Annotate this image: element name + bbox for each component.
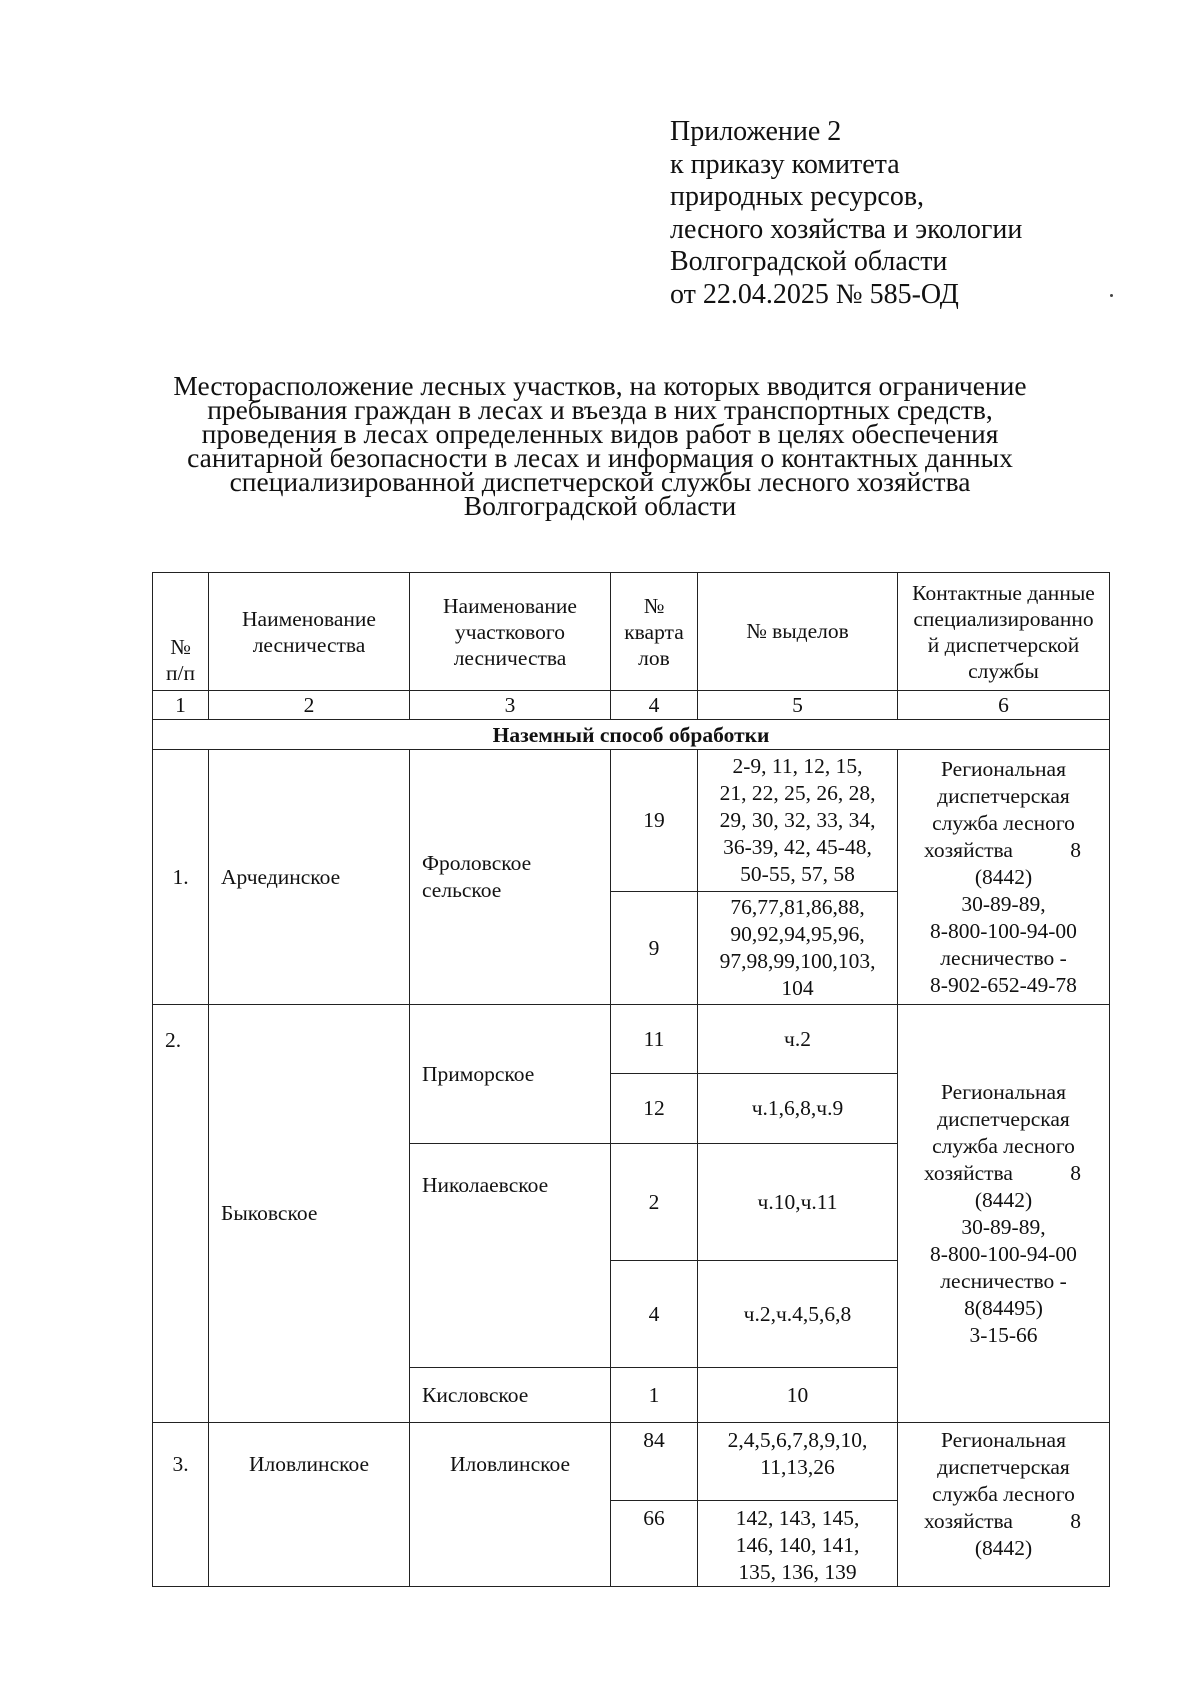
appendix-block bbox=[670, 116, 1022, 311]
forest-plots-table bbox=[152, 572, 1110, 1587]
row-number: 2. bbox=[153, 1005, 209, 1423]
header-allotments: № выделов bbox=[698, 573, 898, 691]
title-line: Волгоградской области bbox=[463, 490, 737, 521]
header-forestry: Наименование лесничества bbox=[209, 573, 410, 691]
header-district-forestry: Наименование участкового лесничества bbox=[410, 573, 611, 691]
document-title bbox=[120, 370, 1080, 521]
column-number: 3 bbox=[410, 691, 611, 720]
district-name: Приморское bbox=[410, 1005, 611, 1144]
quarter-number: 12 bbox=[611, 1074, 698, 1144]
column-number: 1 bbox=[153, 691, 209, 720]
title-line: санитарной безопасности в лесах и информация о контактных данных bbox=[187, 442, 1013, 473]
quarter-number: 11 bbox=[611, 1005, 698, 1074]
allotments: 142, 143, 145, 146, 140, 141, 135, 136, 139 bbox=[698, 1501, 898, 1587]
district-name: Иловлинское bbox=[410, 1423, 611, 1587]
section-title: Наземный способ обработки bbox=[153, 720, 1110, 750]
quarter-number: 1 bbox=[611, 1368, 698, 1423]
phone-number: 3-15-66 bbox=[969, 1322, 1038, 1347]
contact-info: Региональная диспетчерская служба лесного хозяйства 8 (8442) 30-89-89, 8-800-100-94-00 лесничество - 8(84495) 3-15-66 bbox=[898, 1005, 1110, 1423]
row-number: 1. bbox=[153, 750, 209, 1005]
table-row bbox=[153, 1423, 1110, 1501]
quarter-number: 4 bbox=[611, 1261, 698, 1368]
header-row bbox=[153, 573, 1110, 691]
title-line: специализированной диспетчерской службы лесного хозяйства bbox=[229, 466, 971, 497]
quarter-number: 9 bbox=[611, 892, 698, 1005]
header-number: № п/п bbox=[153, 573, 209, 691]
allotments: 2-9, 11, 12, 15, 21, 22, 25, 26, 28, 29, 30, 32, 33, 34, 36-39, 42, 45-48, 50-55, 57, 58 bbox=[698, 750, 898, 892]
section-row bbox=[153, 720, 1110, 750]
appendix-line: от 22.04.2025 № 585-ОД bbox=[670, 278, 959, 310]
appendix-line: природных ресурсов, bbox=[670, 181, 925, 212]
allotments: 10 bbox=[698, 1368, 898, 1423]
district-name: Фроловское сельское bbox=[410, 750, 611, 1005]
allotments: ч.10,ч.11 bbox=[698, 1144, 898, 1261]
appendix-line: Волгоградской области bbox=[670, 246, 948, 277]
forestry-name: Арчединское bbox=[209, 750, 410, 1005]
row-number: 3. bbox=[153, 1423, 209, 1587]
scan-speck bbox=[1110, 294, 1113, 297]
contact-info: Региональная диспетчерская служба лесного хозяйства 8 (8442) bbox=[898, 1423, 1110, 1587]
header-contacts: Контактные данные специализированно й диспетчерской службы bbox=[898, 573, 1110, 691]
district-name: Кисловское bbox=[410, 1368, 611, 1423]
appendix-line: лесного хозяйства и экологии bbox=[670, 213, 1023, 245]
district-name: Николаевское bbox=[410, 1144, 611, 1368]
table-row bbox=[153, 750, 1110, 892]
phone-number: 8(84495) bbox=[964, 1295, 1043, 1320]
forestry-name: Быковское bbox=[209, 1005, 410, 1423]
column-number: 5 bbox=[698, 691, 898, 720]
header-quarters: № кварта лов bbox=[611, 573, 698, 691]
allotments: 76,77,81,86,88, 90,92,94,95,96, 97,98,99,100,103, 104 bbox=[698, 892, 898, 1005]
quarter-number: 84 bbox=[611, 1423, 698, 1501]
allotments: ч.1,6,8,ч.9 bbox=[698, 1074, 898, 1144]
allotments: 2,4,5,6,7,8,9,10, 11,13,26 bbox=[698, 1423, 898, 1501]
allotments: ч.2,ч.4,5,6,8 bbox=[698, 1261, 898, 1368]
column-number: 2 bbox=[209, 691, 410, 720]
column-number: 4 bbox=[611, 691, 698, 720]
quarter-number: 2 bbox=[611, 1144, 698, 1261]
quarter-number: 66 bbox=[611, 1501, 698, 1587]
allotments: ч.2 bbox=[698, 1005, 898, 1074]
table-row bbox=[153, 1005, 1110, 1074]
column-number-row bbox=[153, 691, 1110, 720]
quarter-number: 19 bbox=[611, 750, 698, 892]
phone-number: 8-902-652-49-78 bbox=[930, 972, 1077, 997]
appendix-line: Приложение 2 bbox=[670, 116, 842, 147]
contact-info: Региональная диспетчерская служба лесного хозяйства 8 (8442) 30-89-89, 8-800-100-94-00 лесничество - 8-902-652-49-78 bbox=[898, 750, 1110, 1005]
title-line: пребывания граждан в лесах и въезда в них транспортных средств, bbox=[207, 394, 993, 425]
appendix-line: к приказу комитета bbox=[670, 148, 900, 180]
title-line: Месторасположение лесных участков, на которых вводится ограничение bbox=[173, 370, 1027, 401]
forestry-name: Иловлинское bbox=[209, 1423, 410, 1587]
title-line: проведения в лесах определенных видов работ в целях обеспечения bbox=[201, 418, 999, 449]
column-number: 6 bbox=[898, 691, 1110, 720]
